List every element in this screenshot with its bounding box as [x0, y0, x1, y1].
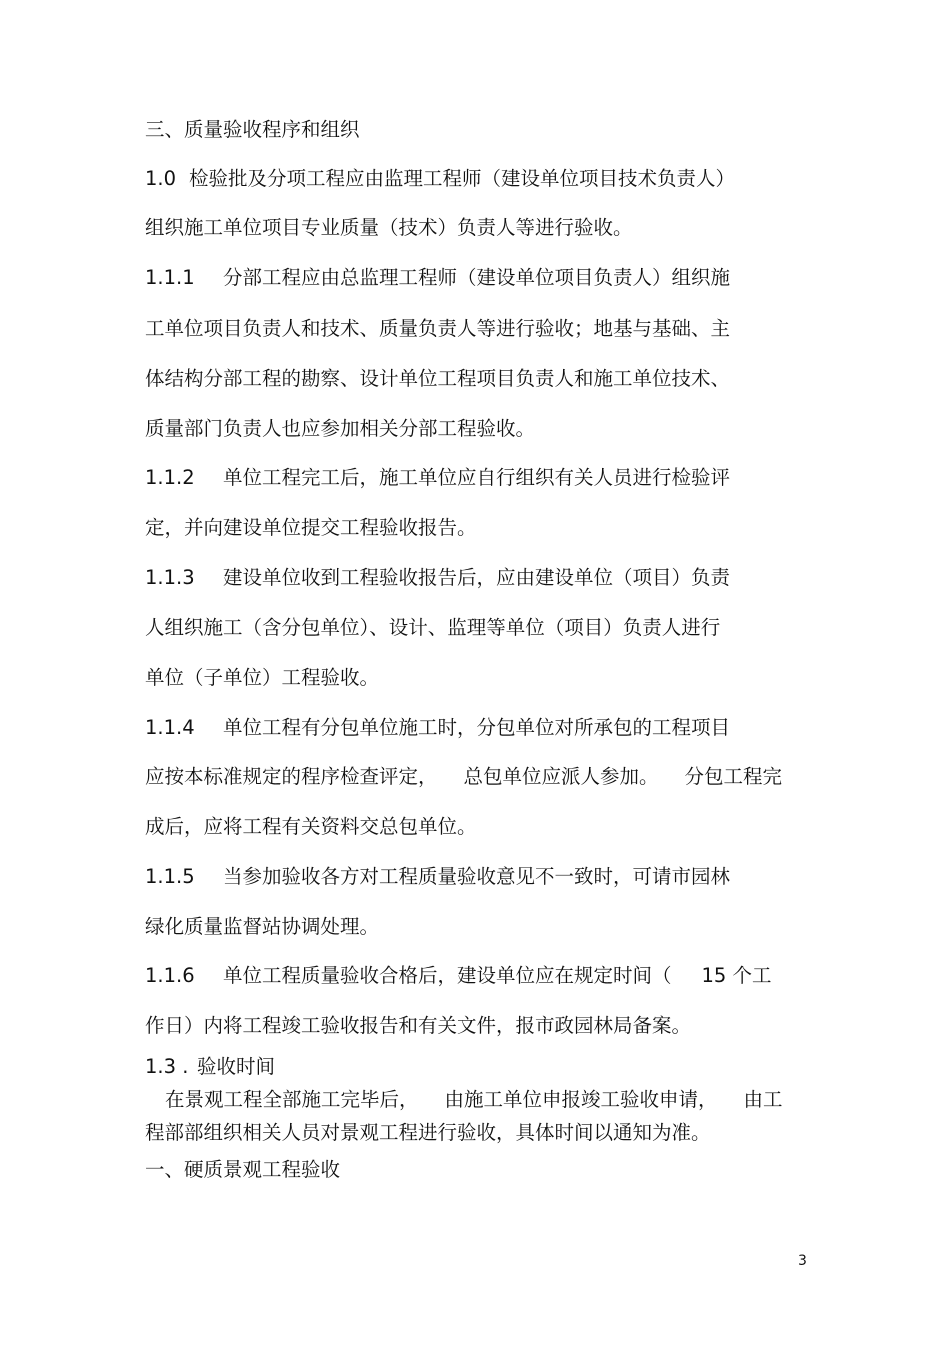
clause-text: 分部工程应由总监理工程师（建设单位项目负责人）组织施 [223, 266, 731, 289]
clause-1-1-4-line-1 [145, 715, 730, 741]
clause-text-part-1: 应按本标准规定的程序检查评定， [145, 765, 438, 788]
clause-1-3-line-1 [165, 1087, 783, 1113]
clause-1-1-6-line-1 [145, 963, 772, 989]
clause-1-0-line-1 [145, 166, 735, 192]
clause-text-part-2: 由施工单位申报竣工验收申请， [444, 1088, 718, 1111]
clause-number: 1.1.1 [145, 266, 195, 289]
clause-1-3-line-2: 程部部组织相关人员对景观工程进行验收，具体时间以通知为准。 [145, 1121, 711, 1144]
clause-text-part-3: 由工 [743, 1088, 783, 1111]
clause-text-part-3: 分包工程完 [684, 765, 783, 788]
clause-1-1-3-line-2: 人组织施工（含分包单位）、设计、监理等单位（项目）负责人进行 [145, 616, 721, 639]
clause-1-1-1-line-1 [145, 265, 730, 291]
clause-number: 1.3 . [145, 1055, 189, 1078]
clause-number: 1.1.4 [145, 716, 195, 739]
page-number: 3 [798, 1253, 807, 1269]
clause-text: 当参加验收各方对工程质量验收意见不一致时，可请市园林 [223, 865, 731, 888]
clause-number: 1.1.3 [145, 566, 195, 589]
clause-1-1-1-line-4: 质量部门负责人也应参加相关分部工程验收。 [145, 417, 536, 440]
clause-text: 建设单位收到工程验收报告后，应由建设单位（项目）负责 [223, 566, 731, 589]
clause-1-1-4-line-3: 成后，应将工程有关资料交总包单位。 [145, 815, 477, 838]
clause-number: 1.1.6 [145, 964, 195, 987]
section-heading-quality-acceptance: 三、质量验收程序和组织 [145, 118, 360, 141]
clause-text-part-1: 在景观工程全部施工完毕后， [165, 1088, 419, 1111]
clause-text-part-2: 总包单位应派人参加。 [463, 765, 659, 788]
clause-1-1-3-line-1 [145, 565, 730, 591]
clause-1-1-1-line-2: 工单位项目负责人和技术、质量负责人等进行验收；地基与基础、主 [145, 317, 731, 340]
clause-number: 1.0 [145, 167, 177, 190]
clause-1-1-5-line-1 [145, 864, 730, 890]
clause-1-1-4-line-2 [145, 764, 782, 790]
clause-title: 验收时间 [197, 1055, 276, 1078]
clause-text-part-1: 单位工程质量验收合格后，建设单位应在规定时间（ [223, 964, 672, 987]
clause-1-3-heading [145, 1054, 275, 1080]
clause-text-part-2: 15 个工 [701, 964, 772, 987]
clause-text: 单位工程有分包单位施工时，分包单位对所承包的工程项目 [223, 716, 731, 739]
clause-1-1-2-line-2: 定，并向建设单位提交工程验收报告。 [145, 516, 477, 539]
section-heading-hardscape-acceptance: 一、硬质景观工程验收 [145, 1158, 341, 1181]
clause-number: 1.1.2 [145, 466, 195, 489]
clause-number: 1.1.5 [145, 865, 195, 888]
clause-1-1-1-line-3: 体结构分部工程的勘察、设计单位工程项目负责人和施工单位技术、 [145, 367, 731, 390]
clause-text: 单位工程完工后，施工单位应自行组织有关人员进行检验评 [223, 466, 731, 489]
clause-1-1-2-line-1 [145, 465, 730, 491]
clause-1-1-5-line-2: 绿化质量监督站协调处理。 [145, 915, 380, 938]
clause-1-0-line-2: 组织施工单位项目专业质量（技术）负责人等进行验收。 [145, 216, 633, 239]
clause-text: 检验批及分项工程应由监理工程师（建设单位项目技术负责人） [189, 167, 736, 190]
clause-1-1-3-line-3: 单位（子单位）工程验收。 [145, 666, 380, 689]
clause-1-1-6-line-2: 作日）内将工程竣工验收报告和有关文件，报市政园林局备案。 [145, 1014, 692, 1037]
